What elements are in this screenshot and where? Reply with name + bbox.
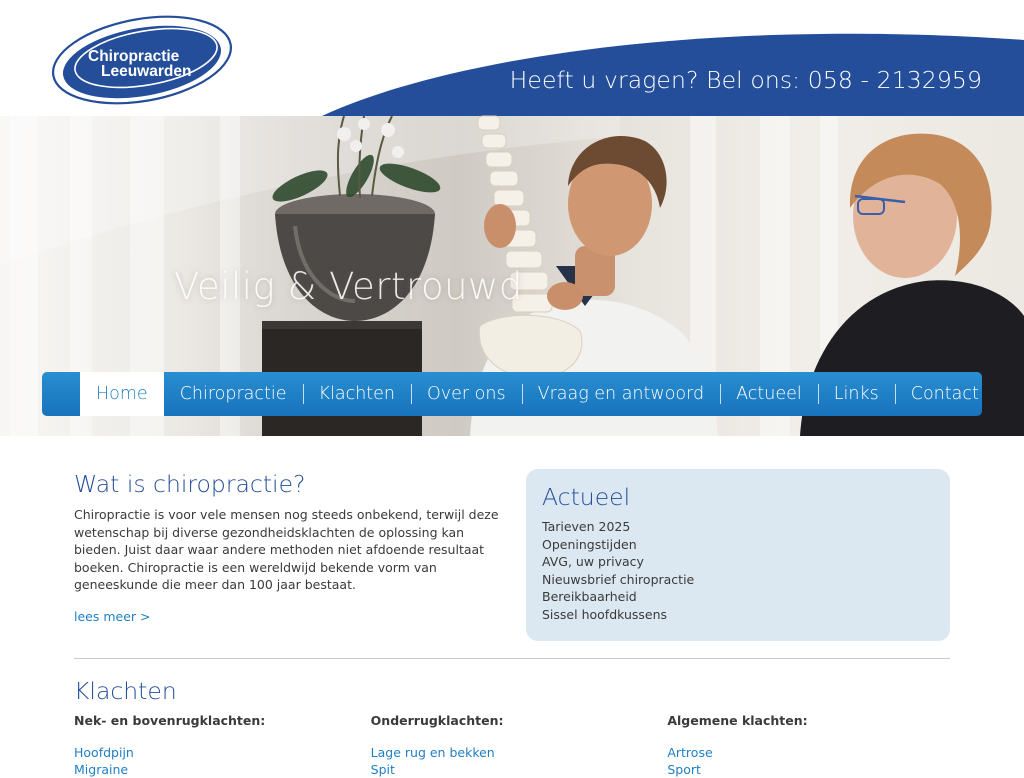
news-item[interactable]: Sissel hoofdkussens	[542, 606, 668, 622]
complaint-link[interactable]: Artrose	[667, 745, 713, 760]
news-box	[526, 469, 950, 641]
complaint-link[interactable]: Lage rug en bekken	[370, 745, 495, 760]
complaints-columns	[74, 713, 964, 778]
complaints-heading: Algemene klachten:	[667, 713, 808, 728]
phone-contact: Heeft u vragen? Bel ons: 058 - 2132959	[509, 66, 982, 94]
nav-label: Home	[96, 384, 148, 404]
nav-chiropractie[interactable]	[164, 372, 303, 416]
intro-title: Wat is chiropractie?	[74, 470, 306, 498]
complaint-link[interactable]: Migraine	[74, 762, 129, 777]
nav-label: Contact	[910, 384, 979, 404]
news-item[interactable]: AVG, uw privacy	[542, 554, 644, 569]
nav-over-ons[interactable]	[411, 372, 522, 416]
news-item[interactable]: Tarieven 2025	[542, 519, 631, 534]
nav-contact[interactable]	[895, 372, 995, 416]
news-item[interactable]: Nieuwsbrief chiropractie	[542, 571, 695, 587]
nav-home[interactable]	[80, 372, 164, 416]
complaints-column-neck	[74, 713, 371, 778]
complaint-link[interactable]: Hoofdpijn	[74, 745, 134, 760]
nav-label: Actueel	[736, 384, 802, 404]
news-list	[542, 518, 934, 623]
complaints-heading: Onderrugklachten:	[370, 713, 504, 728]
nav-label: Over ons	[427, 384, 506, 404]
complaint-link[interactable]: Spit	[370, 762, 395, 777]
nav-label: Chiropractie	[179, 384, 287, 404]
nav-label: Links	[833, 384, 879, 404]
complaint-link[interactable]: Sport	[667, 762, 701, 777]
site-logo[interactable]	[50, 14, 236, 108]
svg-text:Chiropractie: Chiropractie	[88, 48, 180, 65]
nav-label: Vraag en antwoord	[537, 384, 705, 404]
nav-actueel[interactable]	[720, 372, 818, 416]
nav-links[interactable]	[818, 372, 895, 416]
intro-section	[74, 470, 504, 625]
nav-klachten[interactable]	[303, 372, 412, 416]
news-item[interactable]: Openingstijden	[542, 536, 637, 552]
complaints-title: Klachten	[74, 677, 177, 705]
news-title: Actueel	[542, 483, 631, 511]
complaints-column-lower-back	[371, 713, 668, 778]
main-navigation	[42, 372, 982, 416]
hero-tagline: Veilig & Vertrouwd	[174, 265, 523, 308]
complaints-heading: Nek- en bovenrugklachten:	[74, 713, 266, 728]
complaints-section	[74, 677, 964, 778]
nav-label: Klachten	[318, 384, 396, 404]
complaints-column-general	[667, 713, 964, 778]
read-more-link[interactable]: lees meer >	[74, 608, 151, 624]
site-header	[0, 0, 1024, 116]
intro-text: Chiropractie is voor vele mensen nog steeds onbekend, terwijl deze wetenschap bij diverse gezondheidsklachten de oplossing kan bieden. Juist daar waar andere methoden niet afdoende resultaat boeken. Chiropractie is een wereldwijd bekende vorm van geneeskunde die meer dan 100 jaar bestaat.	[74, 507, 499, 593]
svg-text:Leeuwarden: Leeuwarden	[101, 63, 192, 80]
nav-vraag-en-antwoord[interactable]	[522, 372, 721, 416]
section-divider	[74, 658, 950, 659]
news-item[interactable]: Bereikbaarheid	[542, 589, 637, 604]
